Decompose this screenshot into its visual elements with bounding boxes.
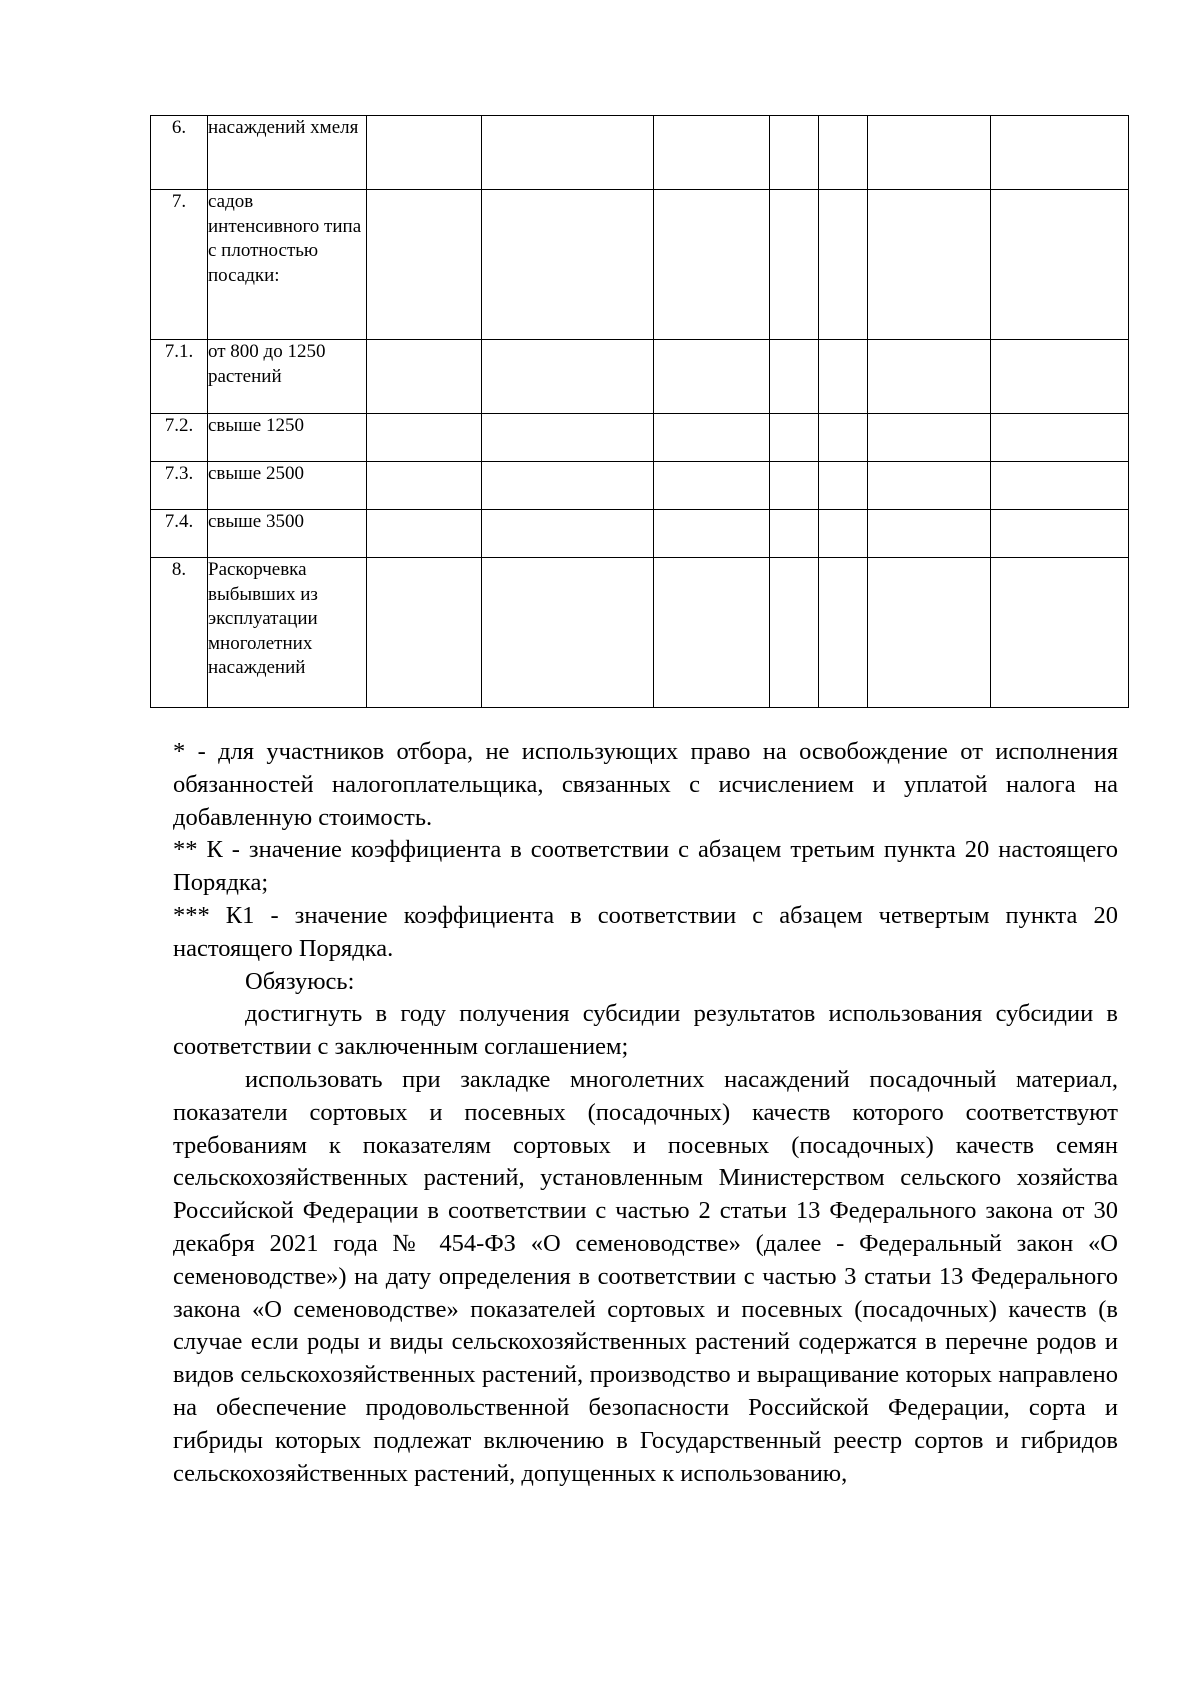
empty-cell: [819, 558, 868, 708]
row-number: 7.: [151, 190, 208, 340]
row-number: 8.: [151, 558, 208, 708]
empty-cell: [654, 558, 770, 708]
table-row: [151, 510, 1129, 558]
empty-cell: [482, 558, 654, 708]
empty-cell: [654, 462, 770, 510]
empty-cell: [482, 190, 654, 340]
table-row: [151, 190, 1129, 340]
empty-cell: [654, 414, 770, 462]
empty-cell: [991, 510, 1129, 558]
empty-cell: [482, 414, 654, 462]
empty-cell: [868, 190, 991, 340]
empty-cell: [868, 558, 991, 708]
empty-cell: [367, 510, 482, 558]
table-row: [151, 116, 1129, 190]
empty-cell: [819, 116, 868, 190]
empty-cell: [367, 116, 482, 190]
empty-cell: [482, 116, 654, 190]
row-number: 7.1.: [151, 340, 208, 414]
empty-cell: [991, 116, 1129, 190]
row-number: 7.2.: [151, 414, 208, 462]
empty-cell: [868, 414, 991, 462]
row-label: Раскорчевка выбывших из эксплуатации многолетних насаждений: [208, 558, 367, 708]
footnote-vat: * - для участников отбора, не использующих право на освобождение от исполнения обязанностей налогоплательщика, связанных с исчислением и уплатой налога на добавленную стоимость.: [173, 738, 1118, 831]
obligation-paragraph: использовать при закладке многолетних насаждений посадочный материал, показатели сортовых и посевных (посадочных) качеств которого соответствуют требованиям к показателям сортовых и посевных (посадочных) качеств семян сельскохозяйственных растений, установленным Министерством сельского хозяйства Российской Федерации в соответствии с частью 2 статьи 13 Федерального закона от 30 декабря 2021 года № 454-ФЗ «О семеноводстве» (далее - Федеральный закон «О семеноводстве») на дату определения в соответствии с частью 3 статьи 13 Федерального закона «О семеноводстве» показателей сортовых и посевных (посадочных) качеств (в случае если роды и виды сельскохозяйственных растений содержатся в перечне родов и видов сельскохозяйственных растений, производство и выращивание которых направлено на обеспечение продовольственной безопасности Российской Федерации, сорта и гибриды которых подлежат включению в Государственный реестр сортов и гибридов сельскохозяйственных растений, допущенных к использованию,: [173, 1065, 1118, 1487]
empty-cell: [819, 414, 868, 462]
empty-cell: [991, 340, 1129, 414]
empty-cell: [819, 190, 868, 340]
empty-cell: [770, 510, 819, 558]
empty-cell: [819, 462, 868, 510]
table-row: [151, 558, 1129, 708]
empty-cell: [654, 190, 770, 340]
footnote-coefficient-k: ** К - значение коэффициента в соответствии с абзацем третьим пункта 20 настоящего Порядка;: [173, 836, 1118, 897]
obligation-heading: Обязуюсь:: [245, 967, 355, 995]
empty-cell: [770, 558, 819, 708]
row-label: свыше 1250: [208, 414, 367, 462]
empty-cell: [770, 190, 819, 340]
empty-cell: [482, 510, 654, 558]
empty-cell: [367, 340, 482, 414]
empty-cell: [868, 510, 991, 558]
empty-cell: [367, 462, 482, 510]
table-row: [151, 462, 1129, 510]
empty-cell: [868, 116, 991, 190]
row-number: 6.: [151, 116, 208, 190]
empty-cell: [482, 462, 654, 510]
footnotes-and-obligations: [173, 736, 1118, 1490]
empty-cell: [367, 190, 482, 340]
row-label: насаждений хмеля: [208, 116, 367, 190]
empty-cell: [991, 190, 1129, 340]
empty-cell: [770, 414, 819, 462]
empty-cell: [868, 340, 991, 414]
empty-cell: [367, 414, 482, 462]
footnote-coefficient-k1: *** К1 - значение коэффициента в соответствии с абзацем четвертым пункта 20 настоящего Порядка.: [173, 901, 1118, 962]
empty-cell: [991, 414, 1129, 462]
empty-cell: [770, 462, 819, 510]
row-number: 7.4.: [151, 510, 208, 558]
subsidy-table-fragment: [150, 115, 1129, 708]
empty-cell: [367, 558, 482, 708]
empty-cell: [770, 340, 819, 414]
row-label: свыше 2500: [208, 462, 367, 510]
row-label: свыше 3500: [208, 510, 367, 558]
empty-cell: [991, 462, 1129, 510]
table-row: [151, 414, 1129, 462]
data-table: [150, 115, 1129, 708]
row-label: от 800 до 1250 растений: [208, 340, 367, 414]
empty-cell: [654, 116, 770, 190]
empty-cell: [654, 340, 770, 414]
row-number: 7.3.: [151, 462, 208, 510]
empty-cell: [654, 510, 770, 558]
empty-cell: [482, 340, 654, 414]
empty-cell: [770, 116, 819, 190]
empty-cell: [868, 462, 991, 510]
row-label: садов интенсивного типа с плотностью посадки:: [208, 190, 367, 340]
empty-cell: [819, 510, 868, 558]
empty-cell: [819, 340, 868, 414]
obligation-paragraph: достигнуть в году получения субсидии результатов использования субсидии в соответствии с заключенным соглашением;: [173, 1000, 1118, 1061]
empty-cell: [991, 558, 1129, 708]
table-row: [151, 340, 1129, 414]
